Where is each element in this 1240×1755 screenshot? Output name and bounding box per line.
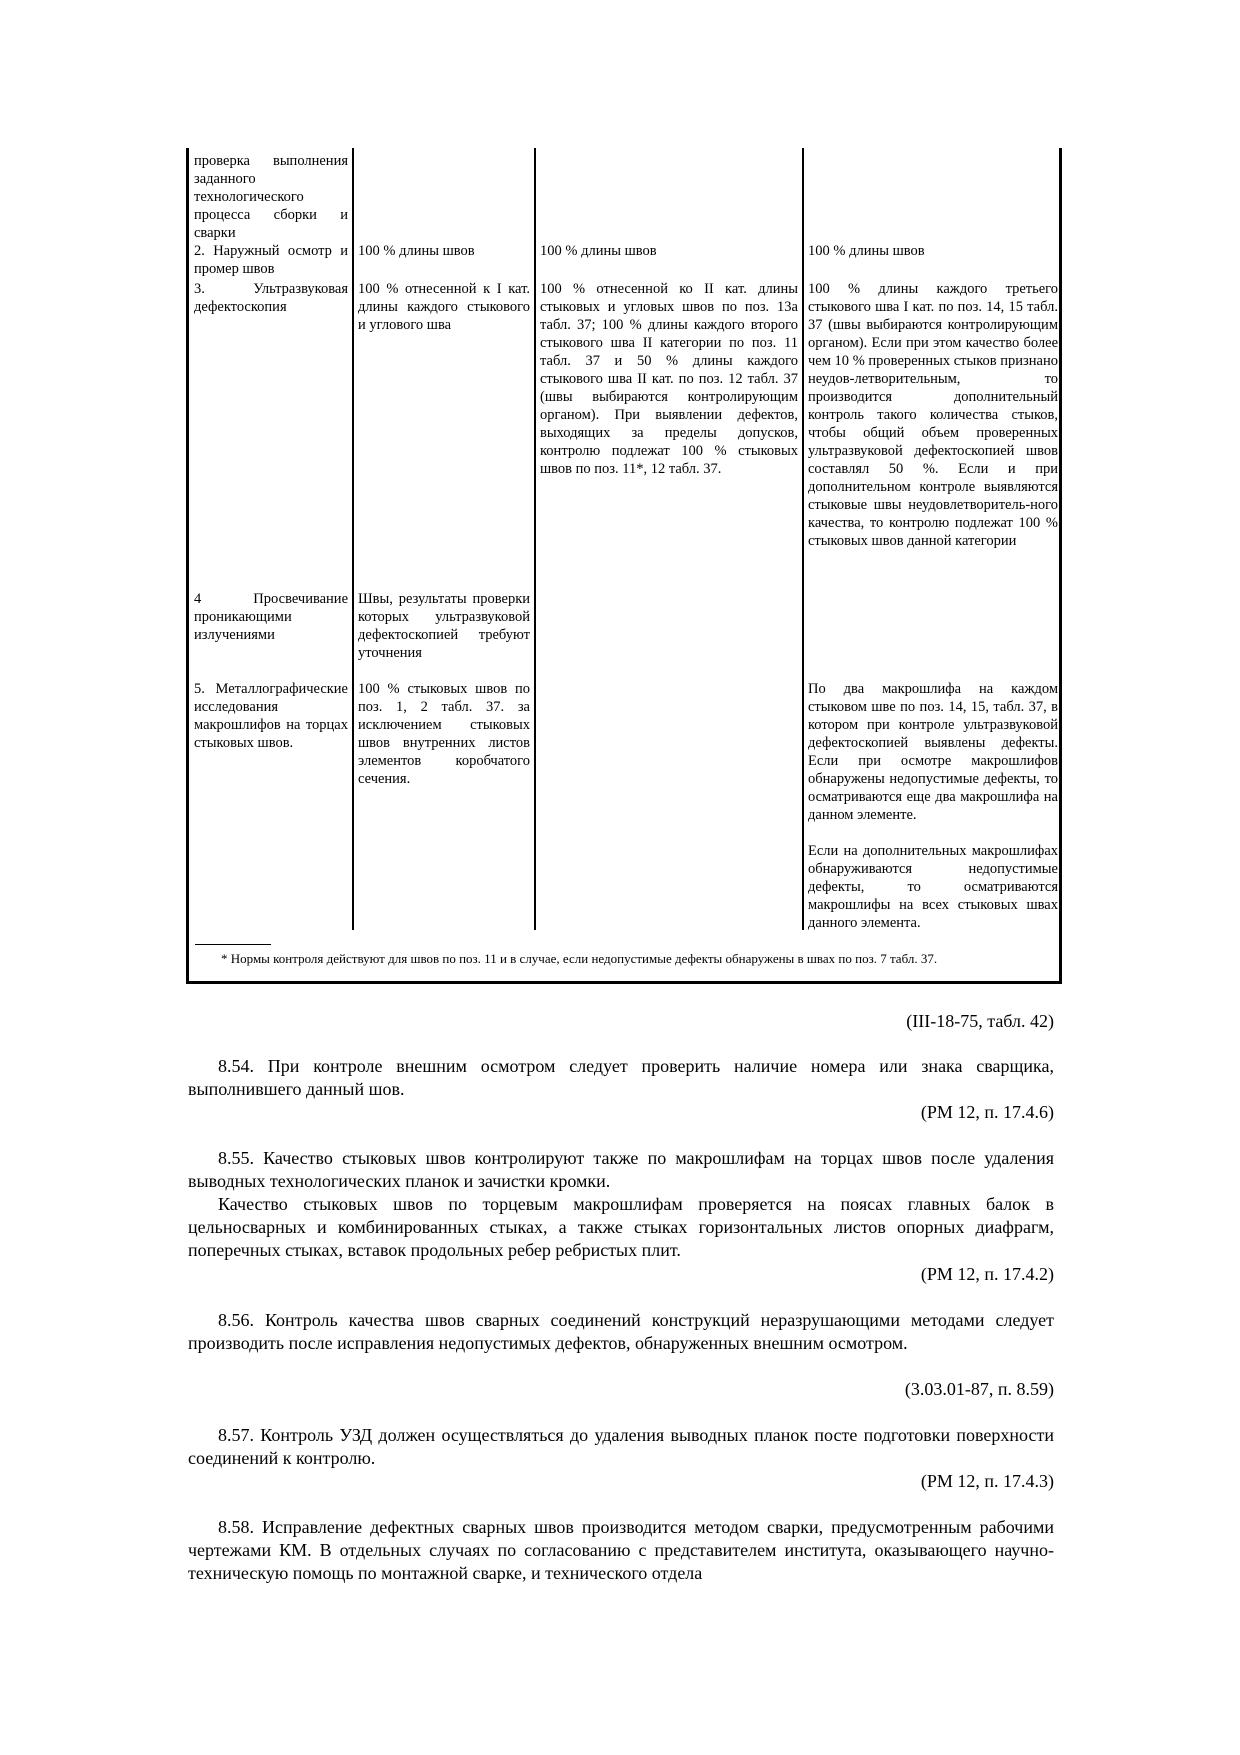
column-divider [534, 148, 536, 930]
paragraph-8-54 [188, 1055, 1054, 1101]
source-reference: (III-18-75, табл. 42) [906, 1011, 1054, 1031]
table-cell: 100 % отнесенной ко II кат. длины стыковых и угловых швов по поз. 13а табл. 37; 100 % длины каждого второго стыкового шва II категории по поз. 11 табл. 37 и 50 % длины каждого стыкового шва II кат. по поз. 12 табл. 37 (швы выбираются контролирующим органом). При выявлении дефектов, выходящих за пределы допусков, контролю подлежат 100 % стыковых швов по поз. 11*, 12 табл. 37. [540, 281, 798, 477]
table-cell: проверка выполнения заданного технологического процесса сборки и сварки [194, 153, 348, 241]
source-reference: (РМ 12, п. 17.4.3) [920, 1471, 1054, 1491]
paragraph-text: 8.55. Качество стыковых швов контролируют также по макрошлифам на торцах швов после удаления выводных технологических планок и зачистки кромки. [188, 1148, 1054, 1191]
paragraph-text: 8.58. Исправление дефектных сварных швов производится методом сварки, предусмотренным рабочими чертежами КМ. В отдельных случаях по согласованию с представителем института, оказывающего научно-техническую помощь по монтажной сварке, и технического отдела [188, 1517, 1054, 1583]
table-cell: Если на дополнительных макрошлифах обнаруживаются недопустимые дефекты, то осматриваются макрошлифы на всех стыковых швах данного элемента. [808, 843, 1058, 931]
control-table [186, 148, 1062, 984]
paragraph-text: Качество стыковых швов по торцевым макрошлифам проверяется на поясах главных балок в цельносварных и комбинированных стыках, а также стыках горизонтальных листов опорных диафрагм, поперечных стыках, вставок продольных ребер ребристых плит. [188, 1194, 1054, 1260]
column-divider [352, 148, 354, 930]
table-cell: 100 % длины каждого третьего стыкового шва I кат. по поз. 14, 15 табл. 37 (швы выбираются контролирующим органом). Если при этом качество более чем 10 % проверенных стыков признано неудов-летворительным, то производится дополнительный контроль такого количества стыков, чтобы общий объем проверенных ультразвуковой дефектоскопией швов составлял 50 %. Если и при дополнительном контроле выявляются стыковые швы неудовлетворитель-ного качества, то контролю подлежат 100 % стыковых швов данной категории [808, 281, 1058, 549]
table-cell: 3. Ультразвуковая дефектоскопия [194, 281, 348, 315]
source-reference: (3.03.01-87, п. 8.59) [904, 1379, 1054, 1399]
table-cell: 100 % длины швов [358, 243, 475, 259]
source-reference: (РМ 12, п. 17.4.6) [920, 1102, 1054, 1122]
table-cell: Швы, результаты проверки которых ультразвуковой дефектоскопией требуют уточнения [358, 591, 530, 661]
table-cell: 5. Металлографические исследования макрошлифов на торцах стыковых швов. [194, 681, 348, 751]
table-cell: 2. Наружный осмотр и промер швов [194, 243, 348, 277]
paragraph-8-58 [188, 1516, 1054, 1585]
table-cell: 4 Просвечивание проникающими излучениями [194, 591, 348, 643]
paragraph-8-56 [188, 1309, 1054, 1355]
paragraph-text: 8.54. При контроле внешним осмотром следует проверить наличие номера или знака сварщика, выполнившего данный шов. [188, 1056, 1054, 1099]
table-cell: 100 % длины швов [808, 243, 925, 259]
table-cell: По два макрошлифа на каждом стыковом шве по поз. 14, 15, табл. 37, в котором при контроле ультразвуковой дефектоскопией выявлены дефекты. Если при осмотре макрошлифов обнаружены недопустимые дефекты, то осматриваются еще два макрошлифа на данном элементе. [808, 681, 1058, 823]
paragraph-8-57 [188, 1424, 1054, 1470]
paragraph-text: 8.56. Контроль качества швов сварных соединений конструкций неразрушающими методами следует производить после исправления недопустимых дефектов, обнаруженных внешним осмотром. [188, 1310, 1054, 1353]
table-cell: 100 % длины швов [540, 243, 657, 259]
table-footnote: * Нормы контроля действуют для швов по поз. 11 и в случае, если недопустимые дефекты обнаружены в швах по поз. 7 табл. 37. [221, 951, 938, 966]
table-cell: 100 % стыковых швов по поз. 1, 2 табл. 37. за исключением стыковых швов внутренних листов элементов коробчатого сечения. [358, 681, 530, 787]
source-reference: (РМ 12, п. 17.4.2) [920, 1264, 1054, 1284]
footnote-rule [195, 944, 271, 945]
table-cell: 100 % отнесенной к I кат. длины каждого стыкового и углового шва [358, 281, 530, 333]
paragraph-text: 8.57. Контроль УЗД должен осуществляться до удаления выводных планок посте подготовки поверхности соединений к контролю. [188, 1425, 1054, 1468]
paragraph-8-55 [188, 1147, 1054, 1262]
